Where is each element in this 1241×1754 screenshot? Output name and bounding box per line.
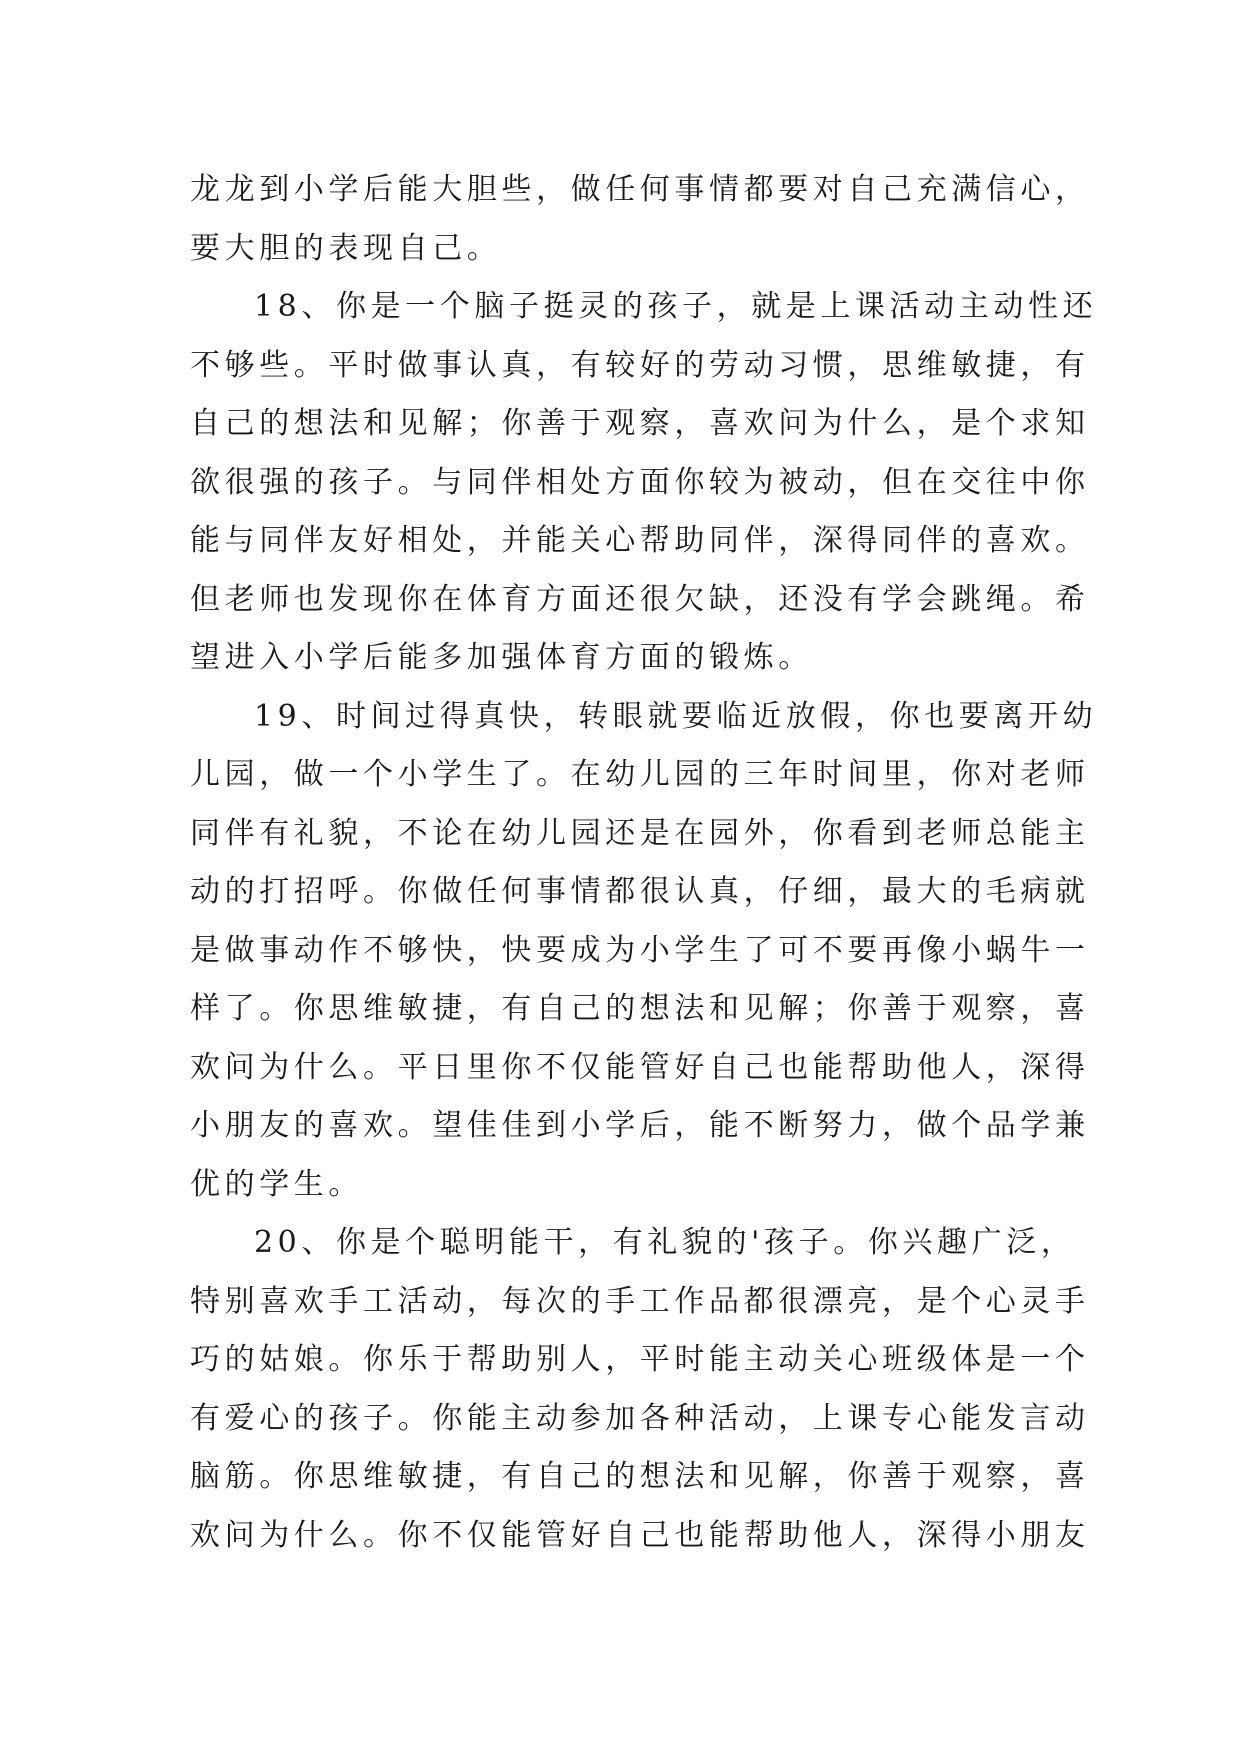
text-line: 同伴有礼貌，不论在幼儿园还是在园外，你看到老师总能主 — [190, 815, 1090, 851]
paragraph-start-20: 20、你是个聪明能干，有礼貌的'孩子。你兴趣广泛， — [254, 1225, 1076, 1260]
text-line: 欲很强的孩子。与同伴相处方面你较为被动，但在交往中你 — [190, 464, 1090, 500]
body-text — [190, 161, 1098, 1565]
text-line: 欢问为什么。你不仅能管好自己也能帮助他人，深得小朋友 — [190, 1517, 1090, 1553]
text-line: 儿园，做一个小学生了。在幼儿园的三年时间里，你对老师 — [190, 757, 1090, 792]
text-line: 自己的想法和见解；你善于观察，喜欢问为什么，是个求知 — [190, 406, 1090, 441]
text-line: 脑筋。你思维敏捷，有自己的想法和见解，你善于观察，喜 — [190, 1459, 1090, 1494]
text-line: 是做事动作不够快，快要成为小学生了可不要再像小蜗牛一 — [190, 932, 1090, 968]
text-line: 望进入小学后能多加强体育方面的锻炼。 — [190, 640, 813, 675]
text-line: 小朋友的喜欢。望佳佳到小学后，能不断努力，做个品学兼 — [190, 1108, 1090, 1143]
text-line: 动的打招呼。你做任何事情都很认真，仔细，最大的毛病就 — [190, 874, 1090, 909]
text-line: 要大胆的表现自己。 — [190, 230, 502, 266]
paragraph-start-18: 18、你是一个脑子挺灵的孩子，就是上课活动主动性还 — [254, 289, 1098, 324]
text-line: 能与同伴友好相处，并能关心帮助同伴，深得同伴的喜欢。 — [190, 523, 1090, 558]
text-line: 样了。你思维敏捷，有自己的想法和见解；你善于观察，喜 — [190, 991, 1090, 1026]
text-line: 特别喜欢手工活动，每次的手工作品都很漂亮，是个心灵手 — [190, 1283, 1090, 1319]
text-line: 有爱心的孩子。你能主动参加各种活动，上课专心能发言动 — [190, 1400, 1090, 1436]
text-line: 优的学生。 — [190, 1166, 363, 1202]
text-line: 巧的姑娘。你乐于帮助别人，平时能主动关心班级体是一个 — [190, 1342, 1090, 1377]
text-line: 欢问为什么。平日里你不仅能管好自己也能帮助他人，深得 — [190, 1049, 1090, 1085]
text-line: 不够些。平时做事认真，有较好的劳动习惯，思维敏捷，有 — [190, 347, 1090, 383]
paragraph-start-19: 19、时间过得真快，转眼就要临近放假，你也要离开幼 — [254, 698, 1098, 734]
text-line: 龙龙到小学后能大胆些，做任何事情都要对自己充满信心， — [190, 172, 1090, 207]
text-line: 但老师也发现你在体育方面还很欠缺，还没有学会跳绳。希 — [190, 581, 1090, 617]
